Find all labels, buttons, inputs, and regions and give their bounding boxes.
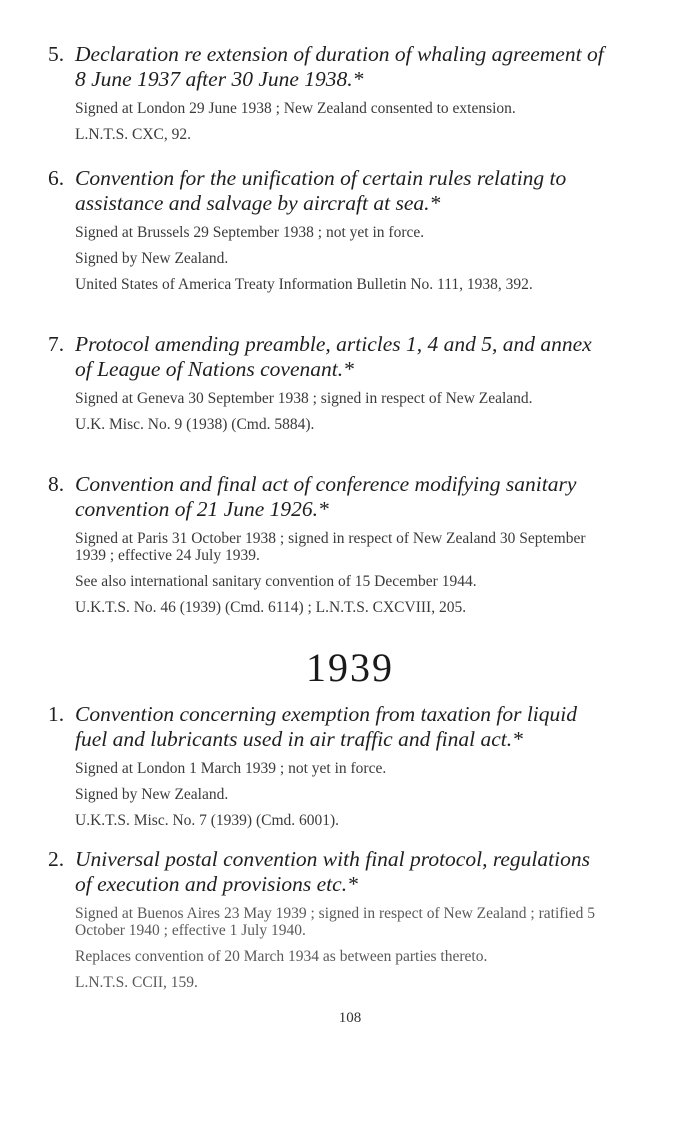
treaty-entry <box>48 332 608 442</box>
treaty-entry <box>48 166 608 302</box>
treaty-entry <box>48 702 608 838</box>
entry-line: Signed at Buenos Aires 23 May 1939 ; signed in respect of New Zealand ; ratified 5 October 1940 ; effective 1 July 1940. <box>75 905 595 939</box>
entry-number: 7. <box>48 332 65 356</box>
entry-number: 6. <box>48 166 65 190</box>
entry-line: Signed at London 1 March 1939 ; not yet in force. <box>75 760 387 777</box>
entry-line: U.K. Misc. No. 9 (1938) (Cmd. 5884). <box>75 416 315 433</box>
entry-line: Signed by New Zealand. <box>75 250 229 267</box>
page-number: 108 <box>338 1010 362 1026</box>
entry-line: Signed at Geneva 30 September 1938 ; signed in respect of New Zealand. <box>75 390 533 407</box>
entry-line: See also international sanitary convention of 15 December 1944. <box>75 573 477 590</box>
entry-line: Signed at London 29 June 1938 ; New Zealand consented to extension. <box>75 100 516 117</box>
entry-line: U.K.T.S. No. 46 (1939) (Cmd. 6114) ; L.N.T.S. CXCVIII, 205. <box>75 599 467 616</box>
entry-title: 2. Universal postal convention with final protocol, regulations of execution and provisions etc.* <box>48 847 590 896</box>
entry-line: L.N.T.S. CXC, 92. <box>75 126 191 143</box>
entry-line: United States of America Treaty Information Bulletin No. 111, 1938, 392. <box>75 276 533 293</box>
treaty-entry <box>48 847 608 1000</box>
entry-title: 7. Protocol amending preamble, articles 1, 4 and 5, and annex of League of Nations covenant.* <box>48 332 592 381</box>
entry-title: 1. Convention concerning exemption from taxation for liquid fuel and lubricants used in air traffic and final act.* <box>48 702 577 751</box>
entry-line: Signed at Paris 31 October 1938 ; signed in respect of New Zealand 30 September 1939 ; effective 24 July 1939. <box>75 530 586 564</box>
treaty-entry <box>48 472 608 625</box>
entry-number: 5. <box>48 42 65 66</box>
treaty-entry <box>48 42 608 152</box>
entry-number: 1. <box>48 702 65 726</box>
entry-line: Replaces convention of 20 March 1934 as between parties thereto. <box>75 948 488 965</box>
entry-title: 5. Declaration re extension of duration of whaling agreement of 8 June 1937 after 30 June 1938.* <box>48 42 604 91</box>
entry-line: U.K.T.S. Misc. No. 7 (1939) (Cmd. 6001). <box>75 812 340 829</box>
entry-line: L.N.T.S. CCII, 159. <box>75 974 198 991</box>
entry-number: 8. <box>48 472 65 496</box>
entry-line: Signed by New Zealand. <box>75 786 229 803</box>
entry-title: 6. Convention for the unification of certain rules relating to assistance and salvage by aircraft at sea.* <box>48 166 567 215</box>
year-heading: 1939 <box>306 645 394 690</box>
entry-number: 2. <box>48 847 65 871</box>
entry-title: 8. Convention and final act of conference modifying sanitary convention of 21 June 1926.* <box>48 472 577 521</box>
entry-line: Signed at Brussels 29 September 1938 ; not yet in force. <box>75 224 425 241</box>
